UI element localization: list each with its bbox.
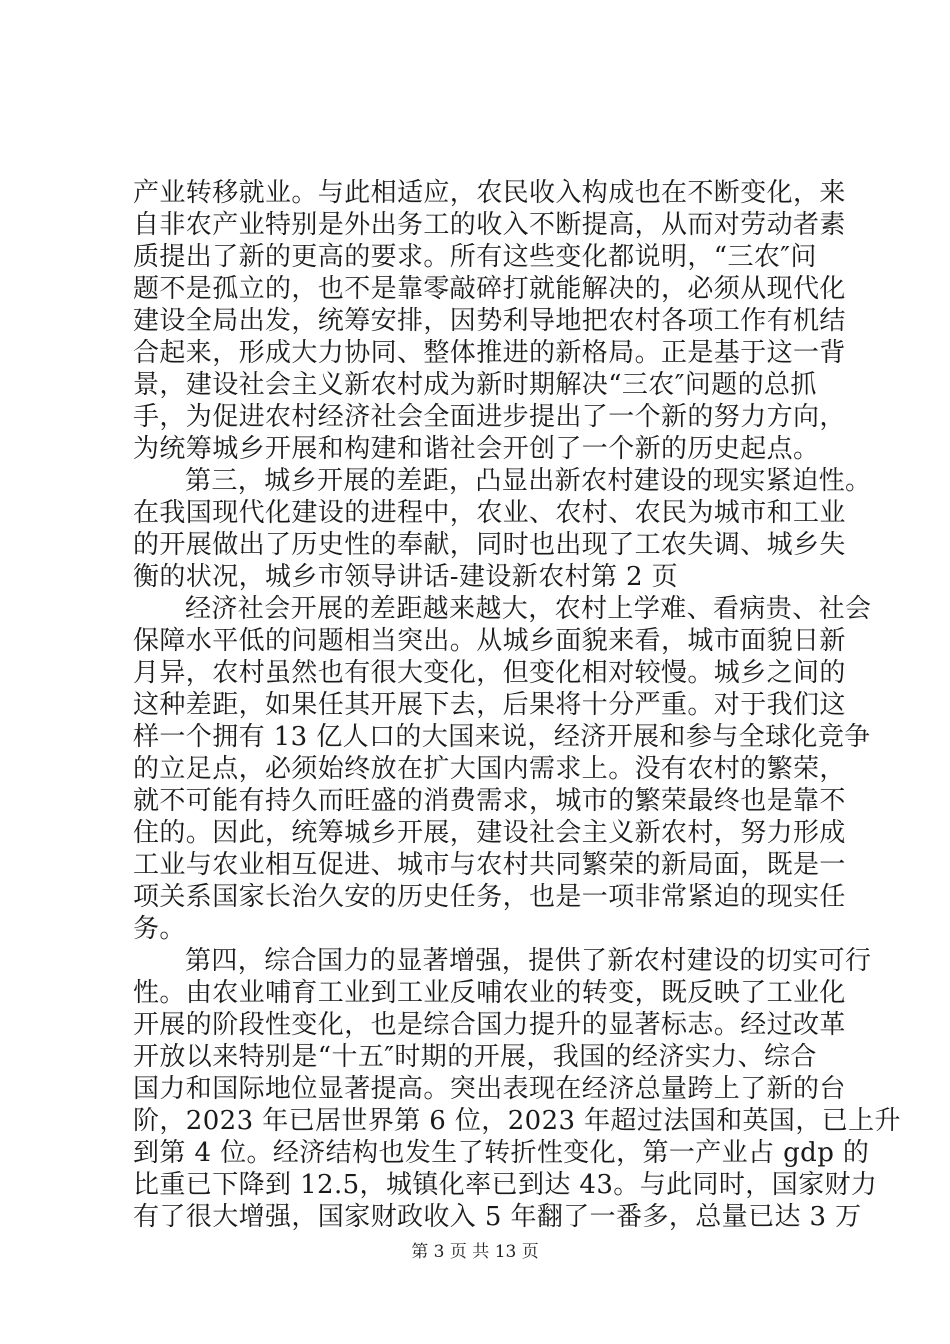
text-line: 为统筹城乡开展和构建和谐社会开创了一个新的历史起点。 xyxy=(133,434,820,464)
text-line: 性。由农业哺育工业到工业反哺农业的转变，既反映了工业化 xyxy=(133,978,846,1008)
text-line: 务。 xyxy=(133,914,186,944)
text-line: 开展的阶段性变化，也是综合国力提升的显著标志。经过改革 xyxy=(133,1010,846,1040)
text-line: 保障水平低的问题相当突出。从城乡面貌来看，城市面貌日新 xyxy=(133,626,846,656)
text-line: 阶，2023 年已居世界第 6 位，2023 年超过法国和英国，已上升 xyxy=(133,1106,901,1136)
text-line: 质提出了新的更高的要求。所有这些变化都说明，“三农″问 xyxy=(133,242,817,272)
text-line: 开放以来特别是“十五″时期的开展，我国的经济实力、综合 xyxy=(133,1042,817,1072)
text-line: 自非农产业特别是外出务工的收入不断提高，从而对劳动者素 xyxy=(133,210,846,240)
text-line: 到第 4 位。经济结构也发生了转折性变化，第一产业占 gdp 的 xyxy=(133,1138,870,1168)
paragraph-start-line: 第三，城乡开展的差距，凸显出新农村建设的现实紧迫性。 xyxy=(185,466,872,496)
text-line: 有了很大增强，国家财政收入 5 年翻了一番多，总量已达 3 万 xyxy=(133,1202,862,1232)
text-line: 合起来，形成大力协同、整体推进的新格局。正是基于这一背 xyxy=(133,338,846,368)
text-line: 的开展做出了历史性的奉献，同时也出现了工农失调、城乡失 xyxy=(133,530,846,560)
text-line: 手，为促进农村经济社会全面进步提出了一个新的努力方向， xyxy=(133,402,846,432)
paragraph-start-line: 第四，综合国力的显著增强，提供了新农村建设的切实可行 xyxy=(185,946,872,976)
text-line: 题不是孤立的，也不是靠零敲碎打就能解决的，必须从现代化 xyxy=(133,274,846,304)
text-line: 国力和国际地位显著提高。突出表现在经济总量跨上了新的台 xyxy=(133,1074,846,1104)
text-line: 月异，农村虽然也有很大变化，但变化相对较慢。城乡之间的 xyxy=(133,658,846,688)
text-line: 住的。因此，统筹城乡开展，建设社会主义新农村，努力形成 xyxy=(133,818,846,848)
text-line: 工业与农业相互促进、城市与农村共同繁荣的新局面，既是一 xyxy=(133,850,846,880)
text-line: 项关系国家长治久安的历史任务，也是一项非常紧迫的现实任 xyxy=(133,882,846,912)
text-line: 这种差距，如果任其开展下去，后果将十分严重。对于我们这 xyxy=(133,690,846,720)
text-line: 景，建设社会主义新农村成为新时期解决“三农″问题的总抓 xyxy=(133,370,817,400)
text-line: 衡的状况，城乡市领导讲话-建设新农村第 2 页 xyxy=(133,562,679,592)
text-line: 样一个拥有 13 亿人口的大国来说，经济开展和参与全球化竞争 xyxy=(133,722,871,752)
text-line: 的立足点，必须始终放在扩大国内需求上。没有农村的繁荣， xyxy=(133,754,846,784)
text-line: 产业转移就业。与此相适应，农民收入构成也在不断变化，来 xyxy=(133,178,846,208)
paragraph-start-line: 经济社会开展的差距越来越大，农村上学难、看病贵、社会 xyxy=(185,594,872,624)
text-line: 就不可能有持久而旺盛的消费需求，城市的繁荣最终也是靠不 xyxy=(133,786,846,816)
text-line: 在我国现代化建设的进程中，农业、农村、农民为城市和工业 xyxy=(133,498,846,528)
text-line: 建设全局出发，统筹安排，因势利导地把农村各项工作有机结 xyxy=(133,306,846,336)
text-line: 比重已下降到 12.5，城镇化率已到达 43。与此同时，国家财力 xyxy=(133,1170,878,1200)
page-number-footer: 第 3 页 共 13 页 xyxy=(411,1242,539,1262)
